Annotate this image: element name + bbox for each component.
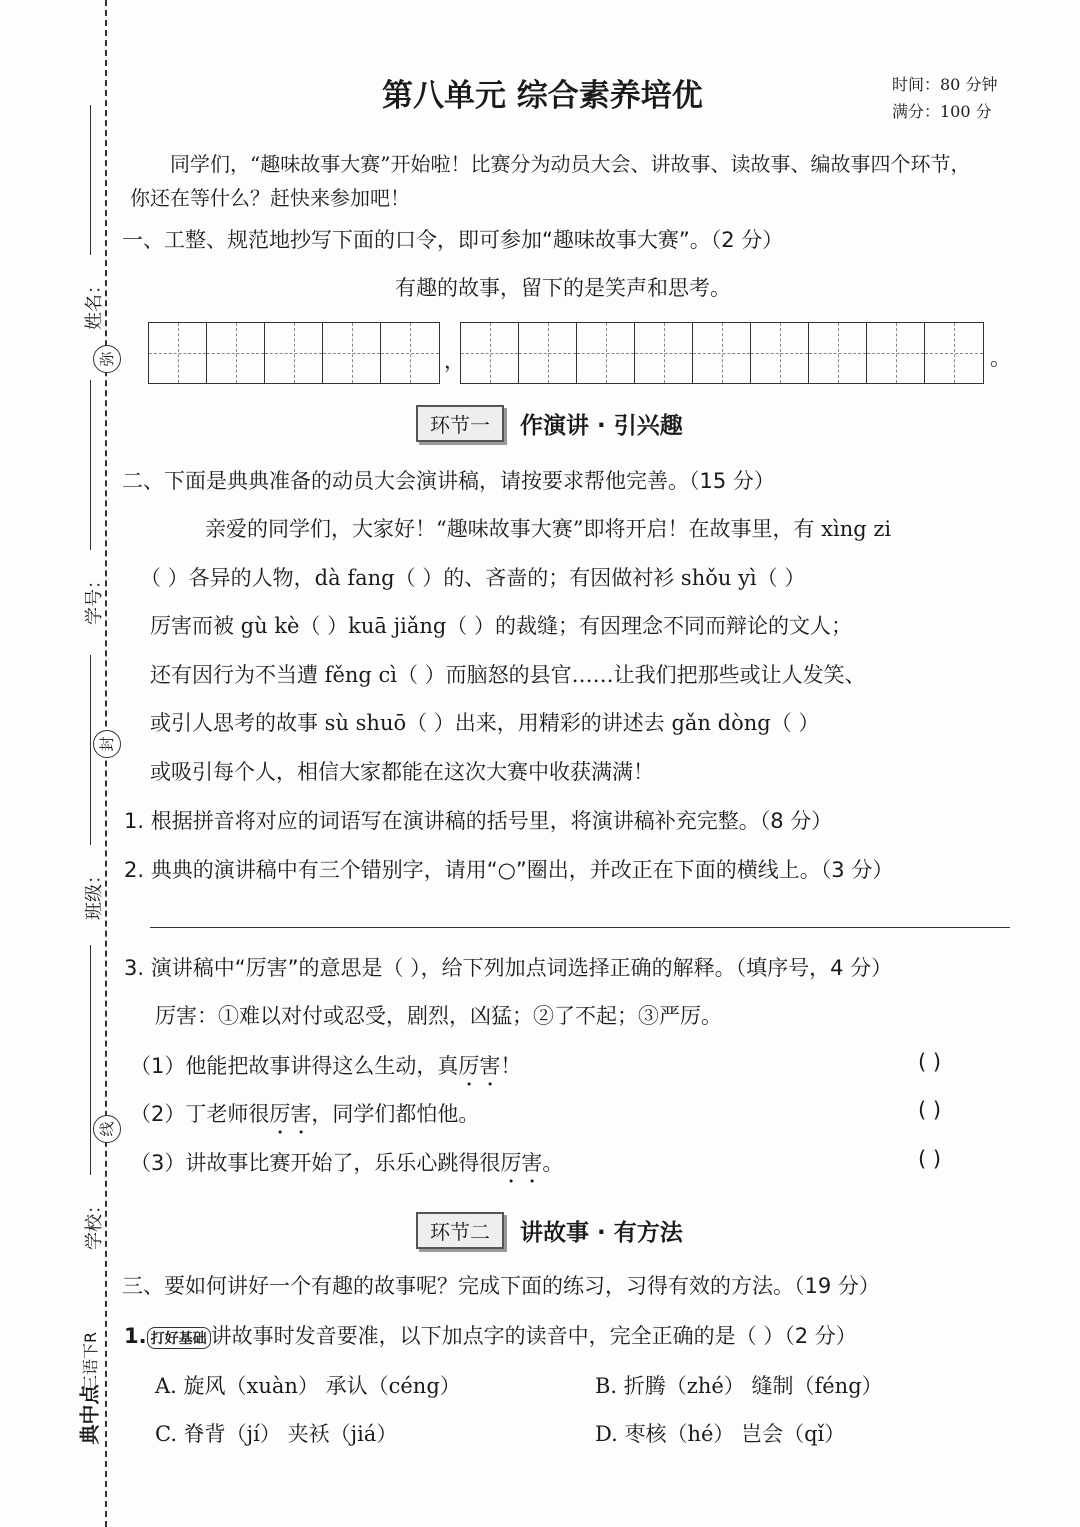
section-1-title: 作演讲 · 引兴趣 — [520, 412, 683, 439]
section-2-title: 讲故事 · 有方法 — [520, 1219, 683, 1246]
item-2-blank[interactable]: ( ) — [918, 1098, 942, 1122]
speech-line-3: 厉害而被 gù kè（ ）kuā jiǎng（ ）的裁缝；有因理念不同而辩论的文人； — [150, 614, 852, 638]
intro-line-1: 同学们，“趣味故事大赛”开始啦！比赛分为动员大会、讲故事、读故事、编故事四个环节， — [170, 152, 971, 176]
q3-sub1: 1. 打好基础 讲故事时发音要准，以下加点字的读音中，完全正确的是（ ）（2 分） — [124, 1324, 857, 1348]
speech-line-2: （ ）各异的人物，dà fang（ ）的、吝啬的；有因做衬衫 shǒu yì（ ） — [140, 566, 806, 590]
name-label: 姓名： — [84, 276, 105, 330]
writing-grid-2[interactable] — [460, 322, 984, 384]
brand-logo: 典中点 — [77, 1384, 102, 1445]
basics-tag: 打好基础 — [147, 1327, 211, 1349]
full-score: 满分：100 分 — [892, 102, 992, 121]
speech-line-6: 或吸引每个人，相信大家都能在这次大赛中收获满满！ — [150, 760, 654, 784]
name-line — [90, 105, 91, 255]
slogan: 有趣的故事，留下的是笑声和思考。 — [395, 276, 731, 300]
section-1-tag: 环节一 — [416, 405, 504, 442]
item-3-blank[interactable]: ( ) — [918, 1147, 942, 1171]
q2-sub1: 1. 根据拼音将对应的词语写在演讲稿的括号里，将演讲稿补充完整。（8 分） — [124, 809, 833, 833]
option-b[interactable]: B. 折腾（zhé） 缝制（féng） — [595, 1374, 883, 1398]
seal-feng: 封 — [93, 730, 121, 758]
q1-title: 一、工整、规范地抄写下面的口令，即可参加“趣味故事大赛”。（2 分） — [122, 228, 784, 252]
option-c[interactable]: C. 脊背（jí） 夹袄（jiá） — [155, 1422, 398, 1446]
writing-grid-1[interactable] — [148, 322, 440, 384]
item-2: （2）丁老师很厉害，同学们都怕他。 — [130, 1102, 480, 1126]
q2-title: 二、下面是典典准备的动员大会演讲稿，请按要求帮他完善。（15 分） — [122, 469, 775, 493]
option-a[interactable]: A. 旋风（xuàn） 承认（céng） — [155, 1374, 461, 1398]
speech-line-4: 还有因行为不当遭 fěng cì（ ）而脑怒的县官……让我们把那些或让人发笑、 — [150, 663, 866, 687]
speech-line-1: 亲爱的同学们，大家好！“趣味故事大赛”即将开启！在故事里，有 xìng zi — [205, 517, 892, 541]
grid-comma: ， — [444, 349, 465, 373]
binding-dashed-line — [105, 0, 107, 1527]
item-1: （1）他能把故事讲得这么生动，真厉害！ — [130, 1054, 522, 1078]
definition: 厉害：①难以对付或忍受，剧烈，凶猛；②了不起；③严厉。 — [155, 1004, 722, 1028]
school-line — [90, 945, 91, 1175]
id-label: 学号： — [84, 571, 105, 625]
option-d[interactable]: D. 枣核（hé） 岂会（qǐ） — [595, 1422, 846, 1446]
intro-line-2: 你还在等什么？赶快来参加吧！ — [130, 186, 410, 210]
q2-sub3: 3. 演讲稿中“厉害”的意思是（ ），给下列加点词选择正确的解释。（填序号，4 分） — [124, 956, 893, 980]
speech-line-5: 或引人思考的故事 sù shuō（ ）出来，用精彩的讲述去 gǎn dòng（ ） — [150, 711, 820, 735]
seal-xian: 线 — [93, 1115, 121, 1143]
time-limit: 时间：80 分钟 — [892, 75, 998, 94]
section-1-header — [416, 406, 683, 440]
q2-sub2: 2. 典典的演讲稿中有三个错别字，请用“○”圈出，并改正在下面的横线上。（3 分） — [124, 858, 894, 882]
grid-period: 。 — [990, 346, 1011, 370]
item-3: （3）讲故事比赛开始了，乐乐心跳得很厉害。 — [130, 1151, 564, 1175]
school-label: 学校： — [84, 1196, 105, 1250]
class-line — [90, 655, 91, 845]
class-label: 班级： — [84, 866, 105, 920]
page-title: 第八单元 综合素养培优 — [382, 78, 703, 114]
grade-label: 三语下R — [81, 1331, 101, 1392]
section-2-tag: 环节二 — [416, 1212, 504, 1249]
answer-line[interactable] — [150, 927, 1010, 928]
seal-mi: 弥 — [93, 345, 121, 373]
item-1-blank[interactable]: ( ) — [918, 1050, 942, 1074]
id-line — [90, 380, 91, 550]
q3-title: 三、要如何讲好一个有趣的故事呢？完成下面的练习，习得有效的方法。（19 分） — [122, 1274, 880, 1298]
section-2-header — [416, 1213, 683, 1247]
